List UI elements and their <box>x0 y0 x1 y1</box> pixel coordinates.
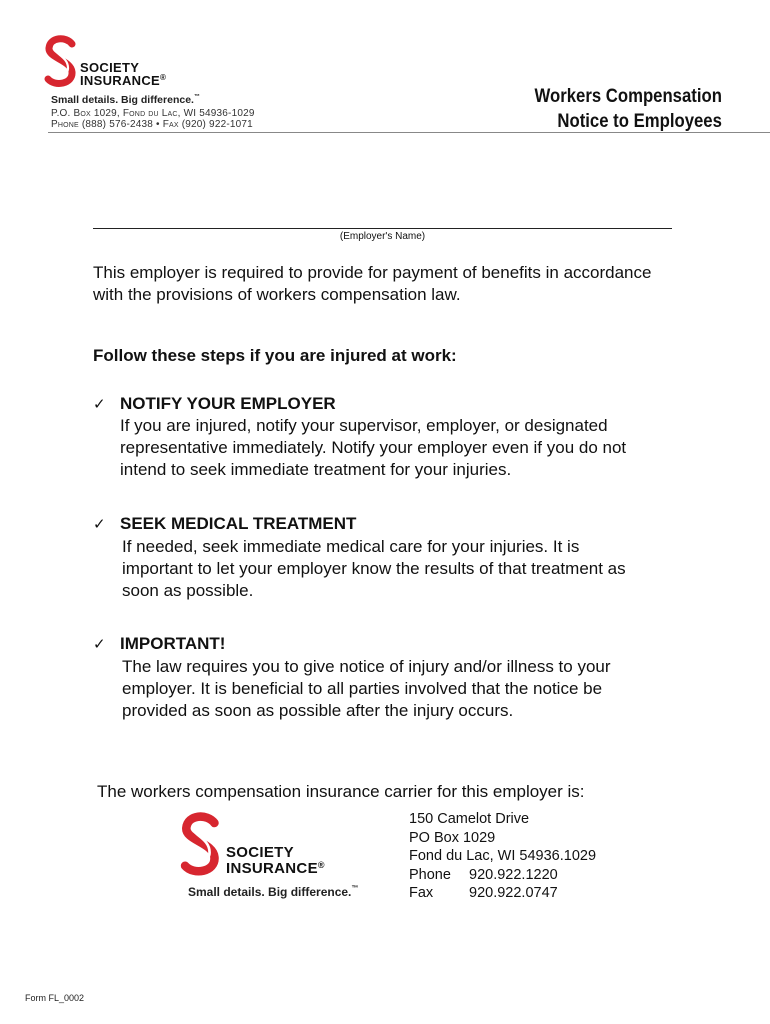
society-s-logo-icon <box>44 35 78 89</box>
carrier-fax: 920.922.0747 <box>469 885 558 901</box>
carrier-tagline <box>188 885 358 899</box>
intro-line-1: This employer is required to provide for payment of benefits in accordance <box>93 263 652 282</box>
brand-insurance <box>80 74 166 87</box>
carrier-phone: 920.922.1220 <box>469 866 558 883</box>
step-line: important to let your employer know the results of that treatment as <box>122 559 626 578</box>
tagline-tm: ™ <box>193 94 200 100</box>
carrier-logo <box>180 810 380 900</box>
registered-mark: ® <box>159 73 167 82</box>
carrier-fax-row <box>409 884 596 903</box>
step-title-medical: SEEK MEDICAL TREATMENT <box>120 514 357 533</box>
tagline-text: Small details. Big difference. <box>51 94 194 106</box>
step-line: employer. It is beneficial to all parties involved that the notice be <box>122 679 603 698</box>
page-title-line2: Notice to Employees <box>557 111 722 132</box>
steps-heading: Follow these steps if you are injured at work: <box>93 346 457 365</box>
carrier-po-box: PO Box 1029 <box>409 829 496 846</box>
header-divider <box>48 132 770 133</box>
tagline <box>51 94 200 106</box>
header <box>0 0 770 140</box>
header-phone-fax: Phone (888) 576-2438 • Fax (920) 922-1071 <box>51 119 253 130</box>
step-line: soon as possible. <box>122 581 254 600</box>
carrier-brand-insurance <box>226 861 325 876</box>
step-line: If needed, seek immediate medical care for your injuries. It is <box>122 537 580 556</box>
form-id: Form FL_0002 <box>25 993 85 1003</box>
checkmark-icon: ✓ <box>93 636 106 653</box>
carrier-phone-label: Phone <box>409 866 451 883</box>
carrier-tagline-tm: ™ <box>351 885 359 892</box>
carrier-city: Fond du Lac, WI 54936.1029 <box>409 848 597 864</box>
header-address: P.O. Box 1029, Fond du Lac, WI 54936-1029 <box>51 108 255 119</box>
carrier-brand-insurance-text: INSURANCE <box>226 860 318 877</box>
brand-insurance-text: INSURANCE <box>80 73 160 88</box>
step-line: If you are injured, notify your supervisor, employer, or designated <box>120 416 608 435</box>
society-s-logo-icon <box>180 812 222 878</box>
carrier-phone-row <box>409 866 596 885</box>
carrier-street: 150 Camelot Drive <box>409 811 530 827</box>
carrier-statement: The workers compensation insurance carrier for this employer is: <box>97 782 585 801</box>
checkmark-icon: ✓ <box>93 516 106 533</box>
step-title-notify: NOTIFY YOUR EMPLOYER <box>120 394 336 413</box>
step-line: intend to seek immediate treatment for your injuries. <box>120 460 512 479</box>
carrier-address <box>409 810 596 903</box>
brand-society: SOCIETY <box>80 60 140 75</box>
carrier-tagline-text: Small details. Big difference. <box>188 885 352 899</box>
intro-line-2: with the provisions of workers compensation law. <box>93 285 461 304</box>
employer-name-line <box>93 228 672 229</box>
checkmark-icon: ✓ <box>93 396 106 413</box>
carrier-brand-society: SOCIETY <box>226 844 294 861</box>
step-line: The law requires you to give notice of injury and/or illness to your <box>122 657 611 676</box>
employer-name-label: (Employer's Name) <box>339 231 426 242</box>
step-title-important: IMPORTANT! <box>120 634 226 653</box>
step-line: representative immediately. Notify your employer even if you do not <box>120 438 627 457</box>
page-title-line1: Workers Compensation <box>534 86 722 107</box>
carrier-registered-mark: ® <box>317 860 325 870</box>
carrier-fax-label: Fax <box>409 885 434 901</box>
step-line: provided as soon as possible after the injury occurs. <box>122 701 514 720</box>
